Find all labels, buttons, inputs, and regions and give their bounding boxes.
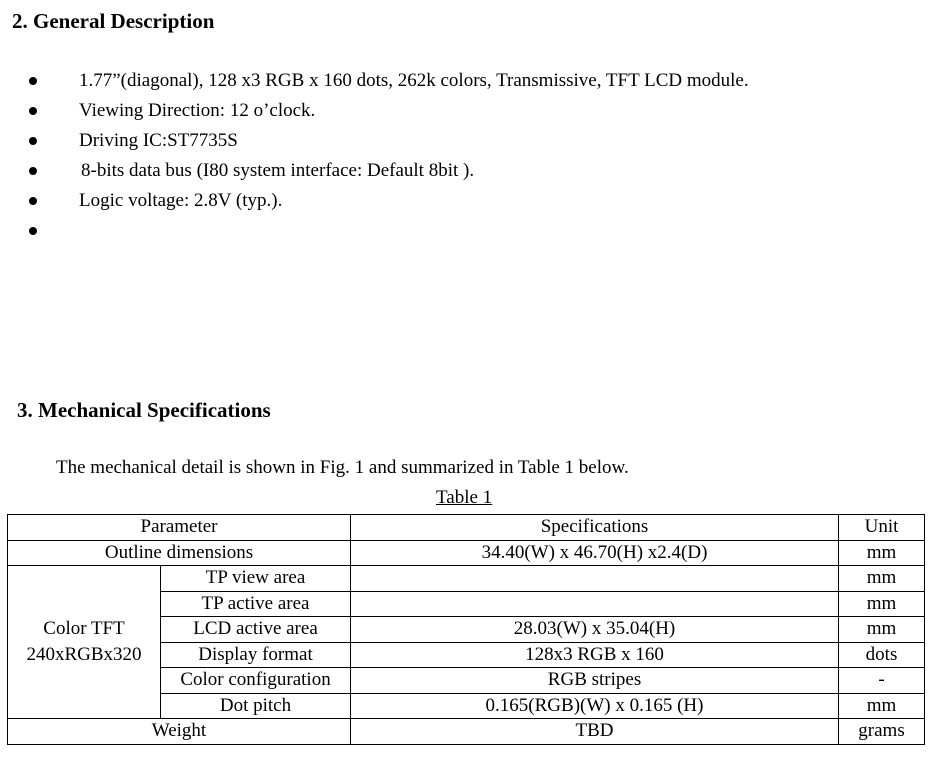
table-row bbox=[8, 540, 925, 566]
param-cell: Outline dimensions bbox=[8, 540, 351, 566]
list-item bbox=[0, 220, 931, 250]
unit-cell: mm bbox=[839, 566, 925, 592]
table-caption: Table 1 bbox=[436, 487, 493, 508]
spec-cell: 128x3 RGB x 160 bbox=[351, 642, 839, 668]
unit-cell: - bbox=[839, 668, 925, 694]
bullet-text: 1.77”(diagonal), 128 x3 RGB x 160 dots, 262k colors, Transmissive, TFT LCD module. bbox=[79, 70, 749, 91]
list-item bbox=[0, 160, 931, 190]
param-cell: LCD active area bbox=[161, 617, 351, 643]
section-2-heading: 2. General Description bbox=[12, 9, 215, 33]
unit-cell: mm bbox=[839, 693, 925, 719]
bullet-icon bbox=[29, 137, 37, 145]
param-cell: Color configuration bbox=[161, 668, 351, 694]
param-cell: TP active area bbox=[161, 591, 351, 617]
bullet-icon bbox=[29, 227, 37, 235]
param-cell: Weight bbox=[8, 719, 351, 745]
header-unit: Unit bbox=[839, 515, 925, 541]
bullet-icon bbox=[29, 77, 37, 85]
spec-cell bbox=[351, 591, 839, 617]
group-label-line2: 240xRGBx320 bbox=[26, 644, 142, 665]
header-specifications: Specifications bbox=[351, 515, 839, 541]
group-label-line1: Color TFT bbox=[43, 618, 125, 639]
unit-cell: dots bbox=[839, 642, 925, 668]
spec-cell bbox=[351, 566, 839, 592]
param-cell: TP view area bbox=[161, 566, 351, 592]
unit-cell: mm bbox=[839, 617, 925, 643]
unit-cell: mm bbox=[839, 591, 925, 617]
param-cell: Display format bbox=[161, 642, 351, 668]
bullet-text: Viewing Direction: 12 o’clock. bbox=[79, 100, 316, 121]
general-description-list bbox=[0, 70, 931, 250]
param-cell: Dot pitch bbox=[161, 693, 351, 719]
bullet-icon bbox=[29, 167, 37, 175]
bullet-text: Logic voltage: 2.8V (typ.). bbox=[79, 190, 283, 211]
list-item bbox=[0, 190, 931, 220]
bullet-icon bbox=[29, 197, 37, 205]
list-item bbox=[0, 130, 931, 160]
mechanical-spec-table bbox=[7, 514, 925, 745]
spec-cell: 0.165(RGB)(W) x 0.165 (H) bbox=[351, 693, 839, 719]
unit-cell: mm bbox=[839, 540, 925, 566]
intro-paragraph: The mechanical detail is shown in Fig. 1 and summarized in Table 1 below. bbox=[56, 457, 629, 478]
spec-cell: 34.40(W) x 46.70(H) x2.4(D) bbox=[351, 540, 839, 566]
spec-cell: RGB stripes bbox=[351, 668, 839, 694]
bullet-text: 8-bits data bus (I80 system interface: Default 8bit ). bbox=[81, 160, 475, 181]
header-parameter: Parameter bbox=[8, 515, 351, 541]
section-3-heading: 3. Mechanical Specifications bbox=[17, 398, 271, 422]
table-row bbox=[8, 566, 925, 592]
unit-cell: grams bbox=[839, 719, 925, 745]
bullet-icon bbox=[29, 107, 37, 115]
list-item bbox=[0, 70, 931, 100]
bullet-text: Driving IC:ST7735S bbox=[79, 130, 238, 151]
table-row bbox=[8, 719, 925, 745]
group-label-cell bbox=[8, 566, 161, 719]
spec-cell: TBD bbox=[351, 719, 839, 745]
spec-cell: 28.03(W) x 35.04(H) bbox=[351, 617, 839, 643]
table-header-row bbox=[8, 515, 925, 541]
list-item bbox=[0, 100, 931, 130]
